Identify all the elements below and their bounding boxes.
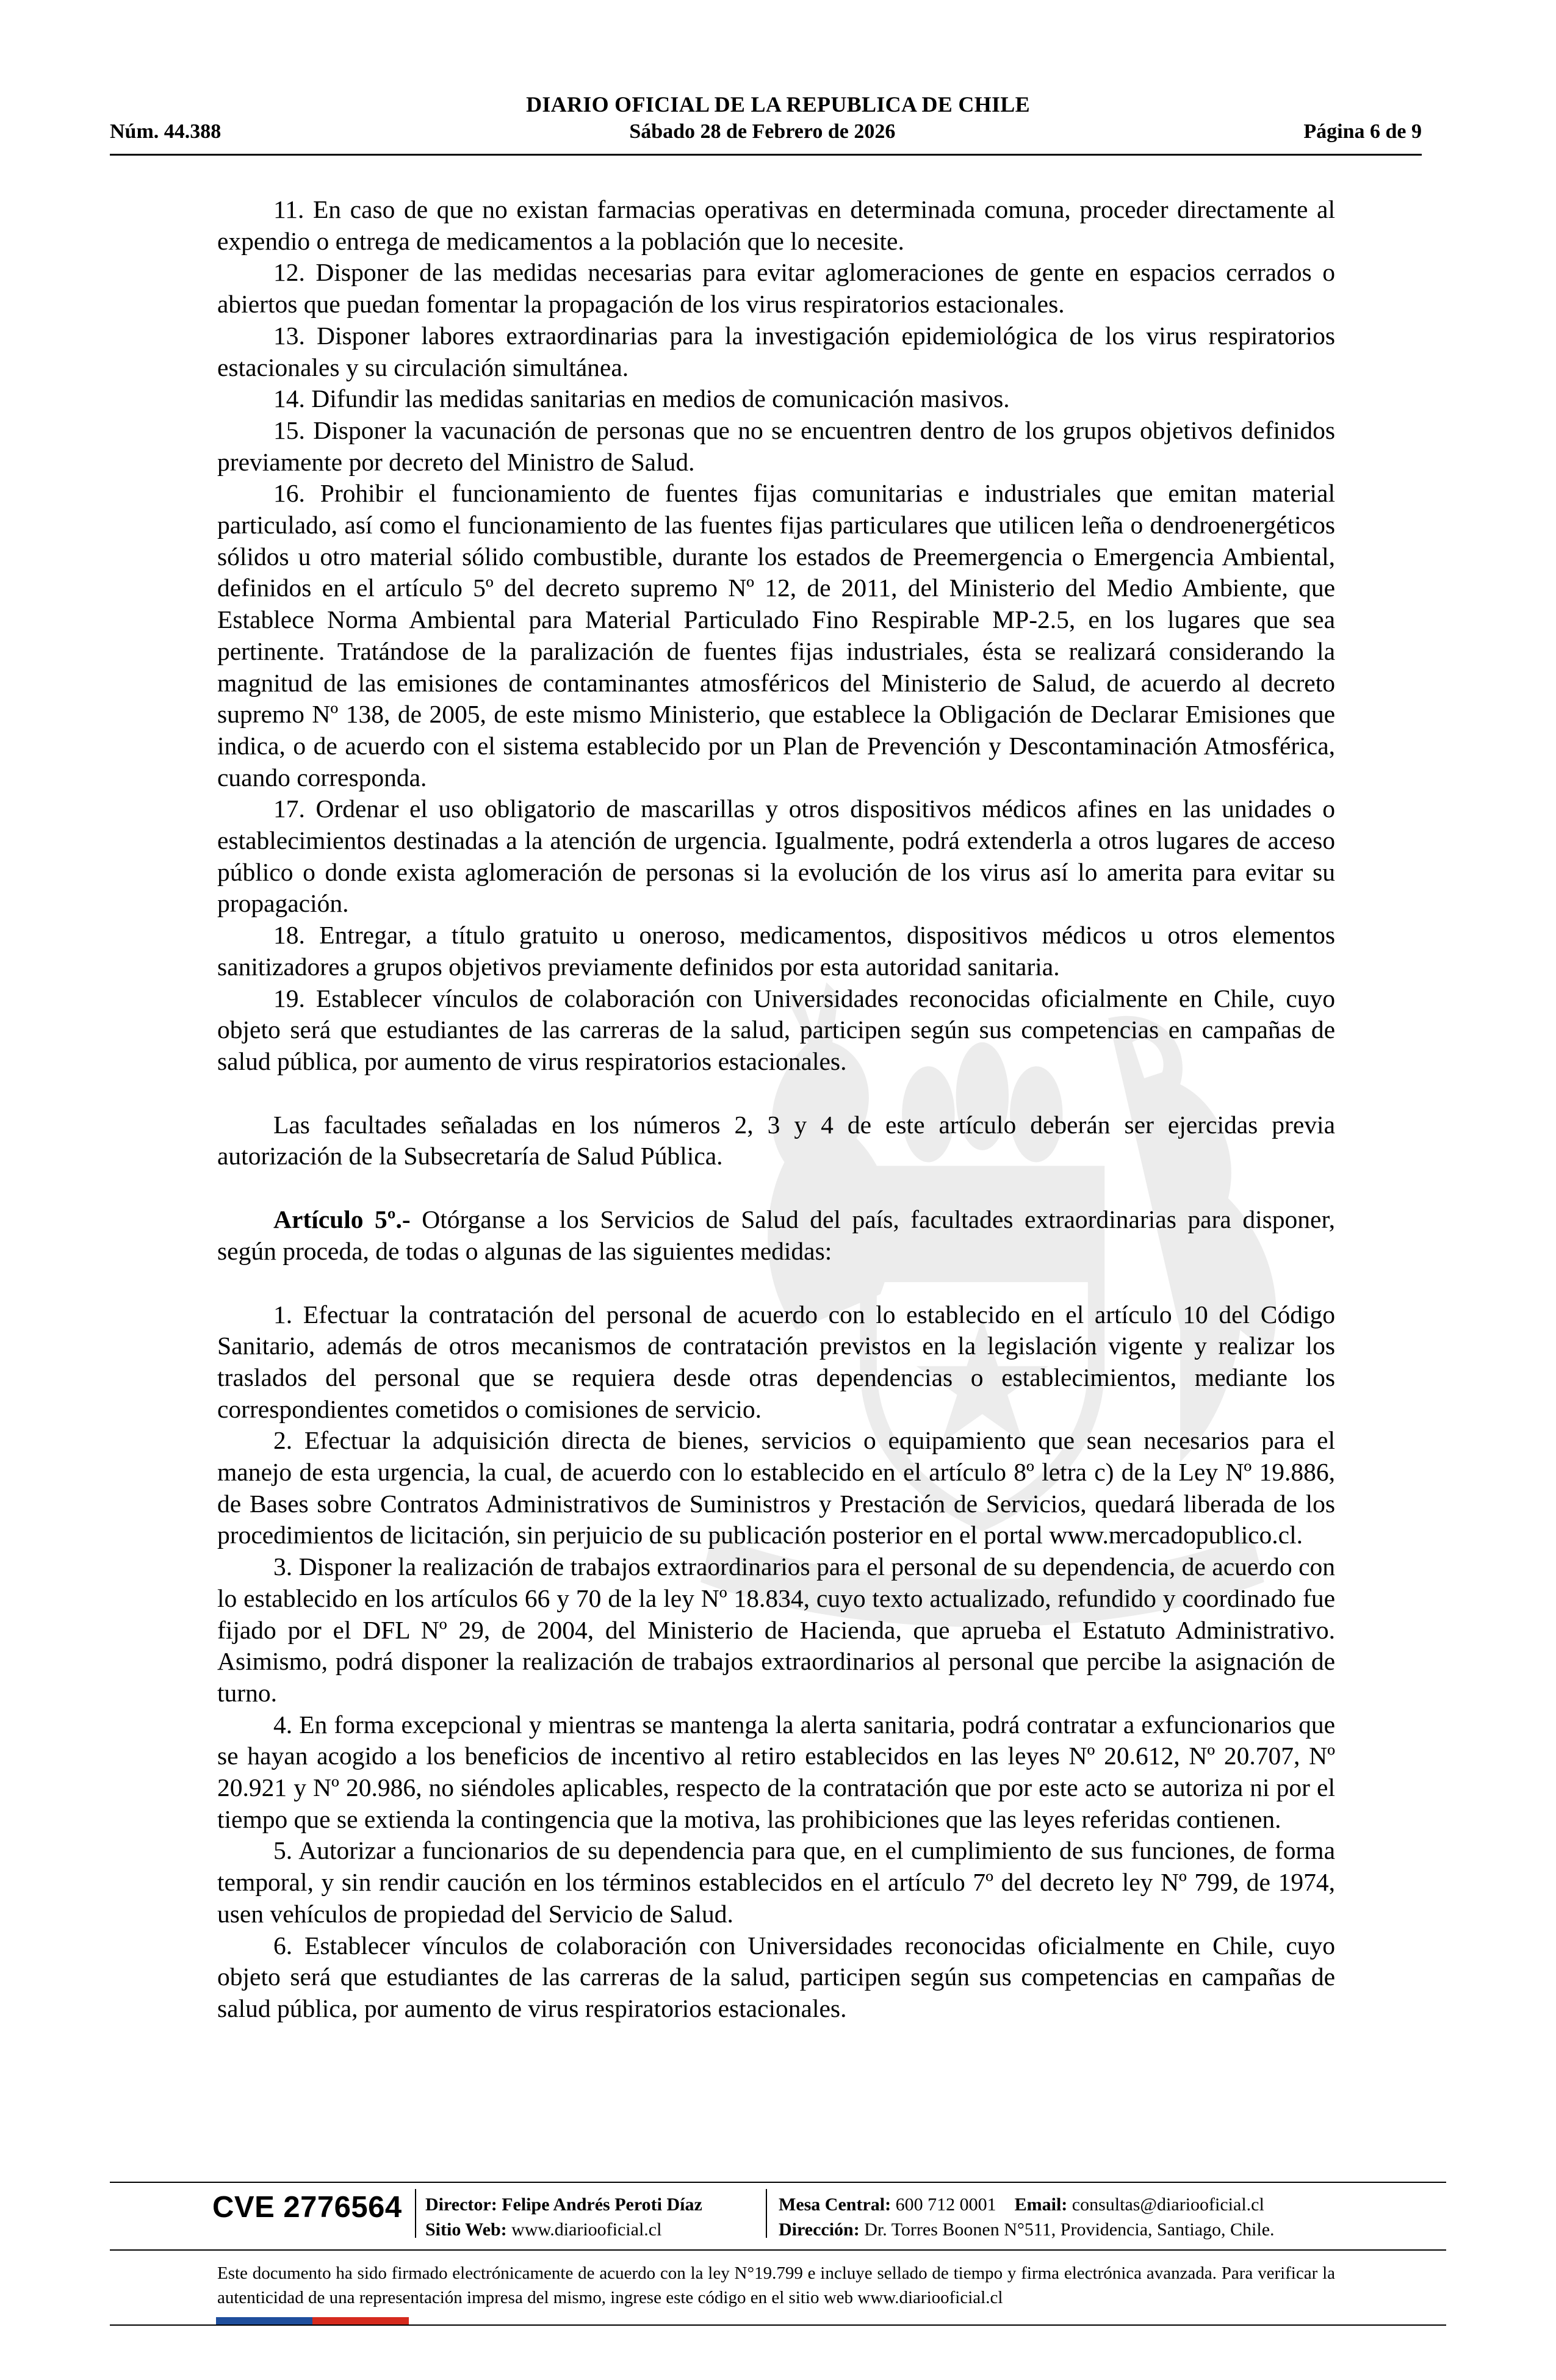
header-divider	[110, 154, 1422, 156]
paragraph-measure-5: 5. Autorizar a funcionarios de su dependencia para que, en el cumplimiento de sus funciones, de forma temporal, y sin rendir caución en los términos establecidos en el artículo 7º del decreto ley Nº 799, de 1974, usen vehículos de propiedad del Servicio de Salud.	[217, 1836, 1335, 1928]
footer-divider-bottom	[110, 2324, 1446, 2326]
footer-divider-middle	[110, 2249, 1446, 2251]
article-text: Otórganse a los Servicios de Salud del país, facultades extraordinarias para disponer, según proceda, de todas o algunas de las siguientes medidas:	[217, 1205, 1335, 1265]
paragraph-item-18: 18. Entregar, a título gratuito u oneroso, medicamentos, dispositivos médicos u otros elementos sanitizadores a grupos objetivos previamente definidos por esta autoridad sanitaria.	[217, 921, 1335, 981]
email-label: Email:	[1014, 2194, 1068, 2215]
address-value: Dr. Torres Boonen N°511, Providencia, Santiago, Chile.	[864, 2220, 1275, 2240]
website-label: Sitio Web:	[425, 2220, 507, 2240]
page-number: Página 6 de 9	[1303, 120, 1422, 143]
issue-date: Sábado 28 de Febrero de 2026	[629, 120, 896, 143]
address-label: Dirección:	[779, 2220, 860, 2240]
footer-director-block	[425, 2192, 702, 2242]
paragraph-measure-1: 1. Efectuar la contratación del personal de acuerdo con lo establecido en el artículo 10 del Código Sanitario, además de otros mecanismos de contratación previstos en la legislación vigente y realizar los traslados del personal que se requiera desde otras dependencias o establecimientos, mediante los correspondientes cometidos o comisiones de servicio.	[217, 1300, 1335, 1423]
footer-contact-block	[779, 2192, 1275, 2242]
paragraph-item-15: 15. Disponer la vacunación de personas que no se encuentren dentro de los grupos objetivos definidos previamente por decreto del Ministro de Salud.	[217, 416, 1335, 476]
paragraph-item-14: 14. Difundir las medidas sanitarias en medios de comunicación masivos.	[273, 384, 1010, 413]
phone-label: Mesa Central:	[779, 2194, 891, 2215]
paragraph-item-13: 13. Disponer labores extraordinarias para la investigación epidemiológica de los virus respiratorios estacionales y su circulación simultánea.	[217, 321, 1335, 381]
flag-stripe-blue	[216, 2317, 312, 2324]
signature-disclaimer: Este documento ha sido firmado electrónicamente de acuerdo con la ley N°19.799 e incluye sellado de tiempo y firma electrónica avanzada. Para verificar la autenticidad de una representación impresa del mismo, ingrese este código en el sitio web www.diariooficial.cl	[217, 2263, 1335, 2307]
paragraph-measure-2: 2. Efectuar la adquisición directa de bienes, servicios o equipamiento que sean necesarios para el manejo de esta urgencia, la cual, de acuerdo con lo establecido en el artículo 8º letra c) de la Ley Nº 19.886, de Bases sobre Contratos Administrativos de Suministros y Prestación de Servicios, quedará liberada de los procedimientos de licitación, sin perjuicio de su publicación posterior en el portal www.mercadopublico.cl.	[217, 1426, 1335, 1549]
journal-title: DIARIO OFICIAL DE LA REPUBLICA DE CHILE	[526, 92, 1030, 117]
paragraph-item-17: 17. Ordenar el uso obligatorio de mascarillas y otros dispositivos médicos afines en las unidades o establecimientos destinadas a la atención de urgencia. Igualmente, podrá extenderla a otros lugares de acceso público o donde exista aglomeración de personas si la evolución de los virus así lo amerita para evitar su propagación.	[217, 795, 1335, 918]
paragraph-item-12: 12. Disponer de las medidas necesarias para evitar aglomeraciones de gente en espacios cerrados o abiertos que puedan fomentar la propagación de los virus respiratorios estacionales.	[217, 258, 1335, 319]
document-body	[217, 194, 1335, 2025]
flag-stripe	[216, 2317, 409, 2324]
issue-number: Núm. 44.388	[110, 120, 222, 143]
paragraph-item-19: 19. Establecer vínculos de colaboración con Universidades reconocidas oficialmente en Chile, cuyo objeto será que estudiantes de las carreras de la salud, participen según sus competencias en campañas de salud pública, por aumento de virus respiratorios estacionales.	[217, 984, 1335, 1075]
director-name: Felipe Andrés Peroti Díaz	[502, 2194, 702, 2215]
phone-value: 600 712 0001	[895, 2194, 996, 2215]
article-heading: Artículo 5º.-	[273, 1205, 411, 1234]
cve-code: CVE 2776564	[212, 2191, 402, 2224]
director-label: Director:	[425, 2194, 497, 2215]
website-link[interactable]: www.diariooficial.cl	[511, 2220, 662, 2240]
paragraph-item-11: 11. En caso de que no existan farmacias operativas en determinada comuna, proceder directamente al expendio o entrega de medicamentos a la población que lo necesite.	[217, 195, 1335, 255]
footer-separator	[766, 2189, 767, 2238]
paragraph-measure-4: 4. En forma excepcional y mientras se mantenga la alerta sanitaria, podrá contratar a exfuncionarios que se hayan acogido a los beneficios de incentivo al retiro establecidos en las leyes Nº 20.612, Nº 20.707, Nº 20.921 y Nº 20.986, no siéndoles aplicables, respecto de la contratación que por este acto se autoriza ni por el tiempo que se extienda la contingencia que la motiva, las prohibiciones que las leyes referidas contienen.	[217, 1710, 1335, 1833]
paragraph-measure-3: 3. Disponer la realización de trabajos extraordinarios para el personal de su dependencia, de acuerdo con lo establecido en los artículos 66 y 70 de la ley Nº 18.834, cuyo texto actualizado, refundido y coordinado fue fijado por el DFL Nº 29, de 2004, del Ministerio de Hacienda, que aprueba el Estatuto Administrativo. Asimismo, podrá disponer la realización de trabajos extraordinarios al personal que percibe la asignación de turno.	[217, 1552, 1335, 1707]
footer-separator	[415, 2189, 416, 2238]
paragraph-facultades: Las facultades señaladas en los números 2, 3 y 4 de este artículo deberán ser ejercidas previa autorización de la Subsecretaría de Salud Pública.	[217, 1110, 1335, 1170]
paragraph-measure-6: 6. Establecer vínculos de colaboración con Universidades reconocidas oficialmente en Chile, cuyo objeto será que estudiantes de las carreras de la salud, participen según sus competencias en campañas de salud pública, por aumento de virus respiratorios estacionales.	[217, 1931, 1335, 2022]
email-link[interactable]: consultas@diariooficial.cl	[1072, 2194, 1264, 2215]
header-row	[110, 120, 1422, 143]
footer-divider-top	[110, 2182, 1446, 2183]
paragraph-item-16: 16. Prohibir el funcionamiento de fuentes fijas comunitarias e industriales que emitan material particulado, así como el funcionamiento de las fuentes fijas particulares que utilicen leña o dendroenergéticos sólidos u otro material sólido combustible, durante los estados de Preemergencia o Emergencia Ambiental, definidos en el artículo 5º del decreto supremo Nº 12, de 2011, del Ministerio del Medio Ambiente, que Establece Norma Ambiental para Material Particulado Fino Respirable MP-2.5, en los lugares que sea pertinente. Tratándose de la paralización de fuentes fijas industriales, ésta se realizará considerando la magnitud de las emisiones de contaminantes atmosféricos del Ministerio de Salud, de acuerdo al decreto supremo Nº 138, de 2005, de este mismo Ministerio, que establece la Obligación de Declarar Emisiones que indica, o de acuerdo con el sistema establecido por un Plan de Prevención y Descontaminación Atmosférica, cuando corresponda.	[217, 479, 1335, 792]
flag-stripe-red	[312, 2317, 409, 2324]
article-5-intro	[217, 1204, 1335, 1267]
